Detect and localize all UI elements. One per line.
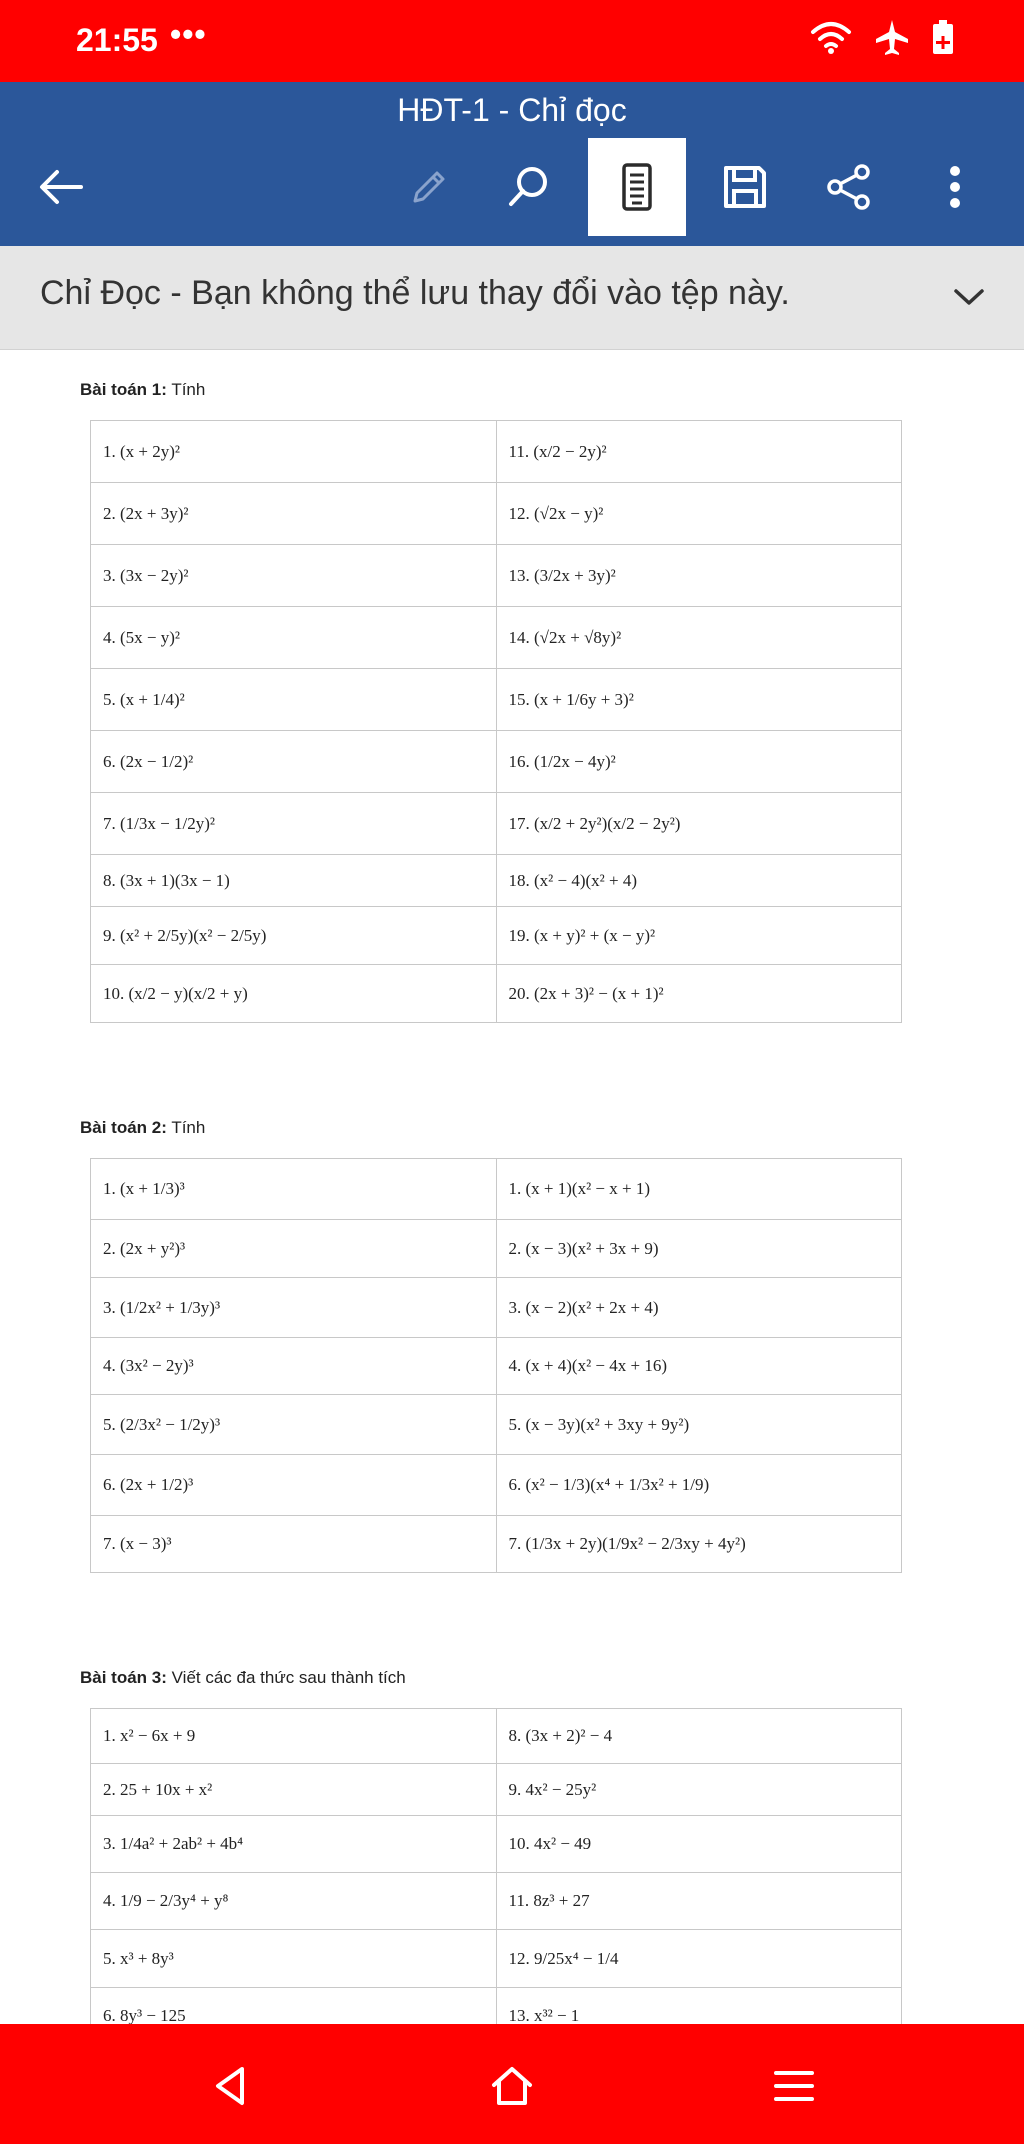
table-cell: 6. (2x − 1/2)² <box>91 731 497 793</box>
table-cell: 4. 1/9 − 2/3y⁴ + y⁸ <box>91 1873 497 1930</box>
section-heading <box>80 380 205 400</box>
table-cell: 13. x³² − 1 <box>496 1988 902 2025</box>
table-cell: 5. x³ + 8y³ <box>91 1930 497 1988</box>
table-cell: 3. (1/2x² + 1/3y)³ <box>91 1278 497 1338</box>
mobile-view-icon <box>617 162 657 212</box>
table-row <box>91 1709 902 1764</box>
edit-button[interactable] <box>380 138 478 236</box>
table-row <box>91 1338 902 1395</box>
table-cell: 10. 4x² − 49 <box>496 1816 902 1873</box>
table-row <box>91 545 902 607</box>
table-cell: 3. (x − 2)(x² + 2x + 4) <box>496 1278 902 1338</box>
table-row <box>91 1516 902 1573</box>
section-instruction: Viết các đa thức sau thành tích <box>166 1668 406 1687</box>
table-cell: 8. (3x + 2)² − 4 <box>496 1709 902 1764</box>
table-row <box>91 421 902 483</box>
mobile-view-button[interactable] <box>588 138 686 236</box>
search-icon <box>504 162 554 212</box>
table-cell: 1. (x + 1)(x² − x + 1) <box>496 1159 902 1220</box>
table-row <box>91 669 902 731</box>
table-row <box>91 1395 902 1455</box>
table-cell: 1. x² − 6x + 9 <box>91 1709 497 1764</box>
table-cell: 6. (2x + 1/2)³ <box>91 1455 497 1516</box>
table-cell: 14. (√2x + √8y)² <box>496 607 902 669</box>
status-bar <box>0 0 1024 82</box>
back-button[interactable] <box>12 138 110 236</box>
table-cell: 2. (2x + y²)³ <box>91 1220 497 1278</box>
nav-back-button[interactable] <box>190 2046 270 2126</box>
share-button[interactable] <box>800 138 898 236</box>
table-cell: 3. (3x − 2y)² <box>91 545 497 607</box>
nav-menu-button[interactable] <box>754 2046 834 2126</box>
table-cell: 10. (x/2 − y)(x/2 + y) <box>91 965 497 1023</box>
table-cell: 17. (x/2 + 2y²)(x/2 − 2y²) <box>496 793 902 855</box>
table-cell: 11. (x/2 − 2y)² <box>496 421 902 483</box>
status-time: 21:55 <box>76 22 158 58</box>
banner-expand-button[interactable] <box>944 272 994 322</box>
table-row <box>91 483 902 545</box>
chevron-down-icon <box>953 287 985 307</box>
table-row <box>91 965 902 1023</box>
nav-home-button[interactable] <box>472 2046 552 2126</box>
search-button[interactable] <box>480 138 578 236</box>
document-title: HĐT-1 - Chỉ đọc <box>397 92 627 128</box>
more-vertical-icon <box>945 163 965 211</box>
section-instruction: Tính <box>166 1118 206 1137</box>
table-cell: 7. (x − 3)³ <box>91 1516 497 1573</box>
table-cell: 8. (3x + 1)(3x − 1) <box>91 855 497 907</box>
battery-charging-icon <box>932 19 954 55</box>
table-row <box>91 1764 902 1816</box>
section-label: Bài toán 3: <box>80 1668 167 1687</box>
table-row <box>91 907 902 965</box>
table-cell: 7. (1/3x − 1/2y)² <box>91 793 497 855</box>
table-cell: 2. (x − 3)(x² + 3x + 9) <box>496 1220 902 1278</box>
menu-icon <box>772 2068 816 2104</box>
table-cell: 13. (3/2x + 3y)² <box>496 545 902 607</box>
table-row <box>91 1220 902 1278</box>
table-cell: 4. (3x² − 2y)³ <box>91 1338 497 1395</box>
more-options-button[interactable] <box>906 138 1004 236</box>
floppy-disk-icon <box>721 163 769 211</box>
table-row <box>91 1930 902 1988</box>
table-row <box>91 1816 902 1873</box>
table-row <box>91 793 902 855</box>
section-heading <box>80 1668 406 1688</box>
arrow-left-icon <box>37 167 85 207</box>
section-heading <box>80 1118 205 1138</box>
table-row <box>91 1159 902 1220</box>
table-cell: 6. 8y³ − 125 <box>91 1988 497 2025</box>
table-cell: 12. (√2x − y)² <box>496 483 902 545</box>
table-cell: 5. (x − 3y)(x² + 3xy + 9y²) <box>496 1395 902 1455</box>
navigation-bar <box>0 2024 1024 2144</box>
read-only-message: Chỉ Đọc - Bạn không thể lưu thay đổi vào tệp này. <box>40 274 790 312</box>
table-cell: 4. (x + 4)(x² − 4x + 16) <box>496 1338 902 1395</box>
table-row <box>91 1455 902 1516</box>
table-cell: 15. (x + 1/6y + 3)² <box>496 669 902 731</box>
table-cell: 20. (2x + 3)² − (x + 1)² <box>496 965 902 1023</box>
home-icon <box>489 2063 535 2109</box>
table-row <box>91 1873 902 1930</box>
more-notifications-icon: ••• <box>170 16 207 52</box>
table-cell: 9. (x² + 2/5y)(x² − 2/5y) <box>91 907 497 965</box>
section-instruction: Tính <box>166 380 206 399</box>
exercise-table <box>90 1708 902 2024</box>
table-cell: 7. (1/3x + 2y)(1/9x² − 2/3xy + 4y²) <box>496 1516 902 1573</box>
table-cell: 1. (x + 1/3)³ <box>91 1159 497 1220</box>
wifi-icon <box>810 20 852 54</box>
exercise-table <box>90 1158 902 1573</box>
table-cell: 18. (x² − 4)(x² + 4) <box>496 855 902 907</box>
table-row <box>91 607 902 669</box>
app-bar <box>0 82 1024 246</box>
read-only-banner <box>0 246 1024 350</box>
table-cell: 2. 25 + 10x + x² <box>91 1764 497 1816</box>
section-label: Bài toán 1: <box>80 380 167 399</box>
status-icons <box>810 18 954 56</box>
document-canvas[interactable] <box>0 350 1024 2024</box>
pencil-icon <box>405 163 453 211</box>
table-row <box>91 855 902 907</box>
table-cell: 1. (x + 2y)² <box>91 421 497 483</box>
share-icon <box>824 162 874 212</box>
section-label: Bài toán 2: <box>80 1118 167 1137</box>
table-cell: 9. 4x² − 25y² <box>496 1764 902 1816</box>
airplane-mode-icon <box>874 18 910 56</box>
triangle-back-icon <box>210 2064 250 2108</box>
table-cell: 12. 9/25x⁴ − 1/4 <box>496 1930 902 1988</box>
table-cell: 19. (x + y)² + (x − y)² <box>496 907 902 965</box>
table-row <box>91 1988 902 2025</box>
table-cell: 16. (1/2x − 4y)² <box>496 731 902 793</box>
table-row <box>91 731 902 793</box>
table-cell: 5. (2/3x² − 1/2y)³ <box>91 1395 497 1455</box>
table-cell: 6. (x² − 1/3)(x⁴ + 1/3x² + 1/9) <box>496 1455 902 1516</box>
table-cell: 2. (2x + 3y)² <box>91 483 497 545</box>
exercise-table <box>90 420 902 1023</box>
table-row <box>91 1278 902 1338</box>
save-button[interactable] <box>696 138 794 236</box>
table-cell: 4. (5x − y)² <box>91 607 497 669</box>
table-cell: 11. 8z³ + 27 <box>496 1873 902 1930</box>
table-cell: 5. (x + 1/4)² <box>91 669 497 731</box>
table-cell: 3. 1/4a² + 2ab² + 4b⁴ <box>91 1816 497 1873</box>
